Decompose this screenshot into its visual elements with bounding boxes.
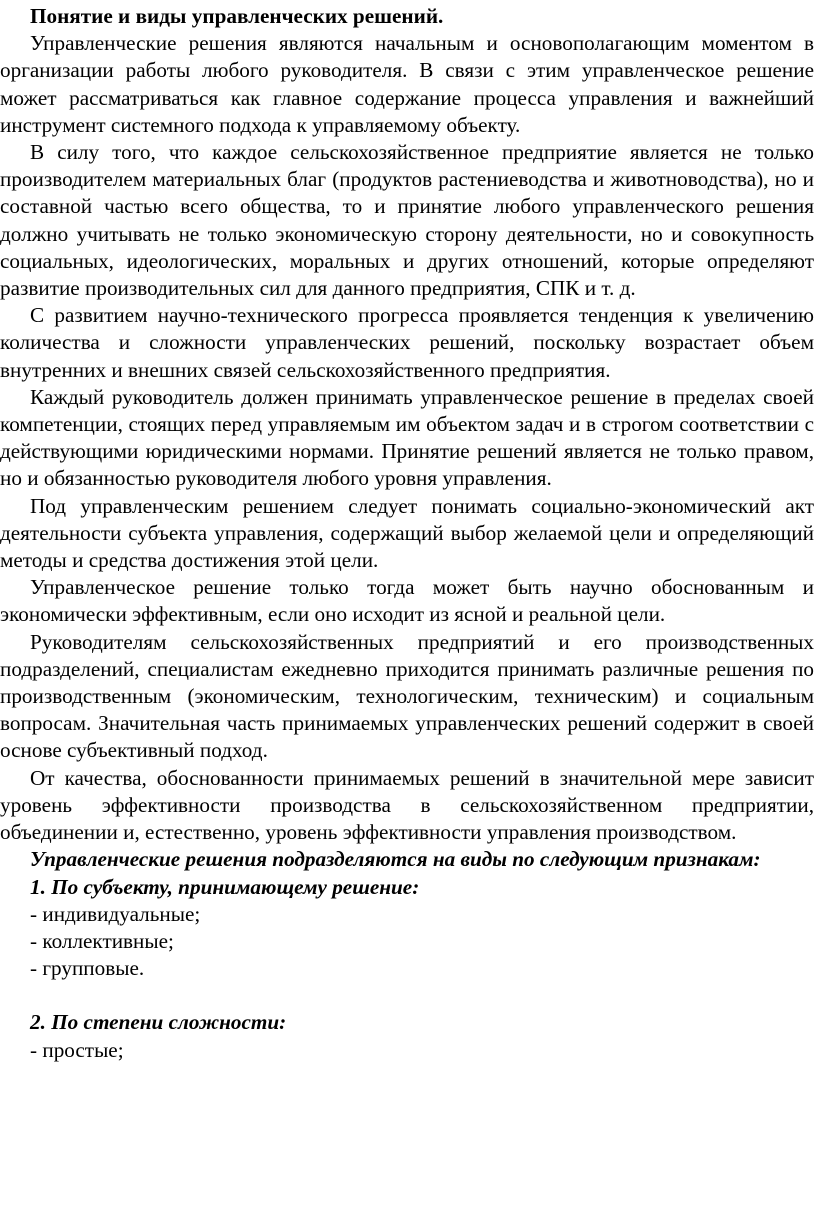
section-heading-subject: 1. По субъекту, принимающему решение:: [30, 874, 420, 899]
list-item: - групповые.: [30, 956, 145, 981]
paragraph: Каждый руководитель должен принимать управленческое решение в пределах своей компетенции, стоящих перед управляемым им объектом задач и в строгом соответствии с действующими юридическими нормами. Принятие решений является не только правом, но и обязанностью руководителя любого уровня управления.: [0, 384, 814, 491]
section-heading-complexity: 2. По степени сложности:: [30, 1010, 287, 1035]
paragraph: Под управленческим решением следует понимать социально-экономический акт деятельности субъекта управления, содержащий выбор желаемой цели и определяющий методы и средства достижения этой цели.: [0, 493, 814, 573]
paragraph: Управленческие решения являются начальным и основополагающим моментом в организации работы любого руководителя. В связи с этим управленческое решение может рассматриваться как главное содержание процесса управления и важнейший инструмент системного подхода к управляемому объекту.: [0, 31, 814, 137]
classification-heading: Управленческие решения подразделяются на виды по следующим признакам:: [30, 847, 761, 872]
paragraph: С развитием научно-технического прогресса проявляется тенденция к увеличению количества и сложности управленческих решений, поскольку возрастает объем внутренних и внешних связей сельскохозяйственного предприятия.: [0, 303, 814, 382]
paragraph: В силу того, что каждое сельскохозяйственное предприятие является не только производителем материальных благ (продуктов растениеводства и животноводства), но и составной частью всего общества, то и принятие любого управленческого решения должно учитывать не только экономическую сторону деятельности, но и совокупность социальных, идеологических, моральных и других отношений, которые определяют развитие производительных сил для данного предприятия, СПК и т. д.: [0, 140, 814, 301]
list-item: - коллективные;: [30, 928, 174, 953]
paragraph: Руководителям сельскохозяйственных предприятий и его производственных подразделений, специалистам ежедневно приходится принимать различные решения по производственным (экономическим, технологическим, техническим) и социальным вопросам. Значительная часть принимаемых управленческих решений содержит в своей основе субъективный подход.: [0, 629, 814, 763]
paragraph: От качества, обоснованности принимаемых решений в значительной мере зависит уровень эффективности производства в сельскохозяйственном предприятии, объединении и, естественно, уровень эффективности управления производством.: [0, 765, 814, 845]
spacer: [0, 982, 816, 1009]
list-item: - индивидуальные;: [30, 901, 201, 926]
page-title: Понятие и виды управленческих решений.: [30, 4, 444, 28]
list-item: - простые;: [30, 1037, 124, 1062]
paragraph: Управленческое решение только тогда может быть научно обоснованным и экономически эффективным, если оно исходит из ясной и реальной цели.: [0, 575, 814, 627]
